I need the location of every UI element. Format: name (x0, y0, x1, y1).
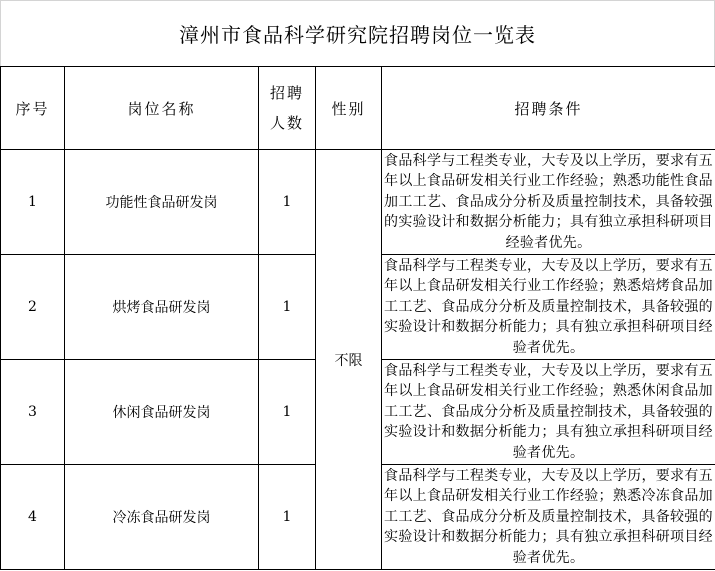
page-title: 漳州市食品科学研究院招聘岗位一览表 (0, 0, 715, 66)
gender-cell: 不限 (316, 150, 382, 570)
table-row (1, 150, 715, 255)
row-position: 烘烤食品研发岗 (65, 255, 259, 360)
recruitment-table (0, 66, 715, 570)
header-requirements: 招聘条件 (382, 67, 715, 150)
row-seq: 2 (1, 255, 65, 360)
row-requirements: 食品科学与工程类专业，大专及以上学历，要求有五年以上食品研发相关行业工作经验；熟悉焙烤食品加工工艺、食品成分分析及质量控制技术，具备较强的实验设计和数据分析能力；具有独立承担科研项目经验者优先。 (382, 255, 715, 360)
row-position: 休闲食品研发岗 (65, 360, 259, 465)
row-count: 1 (259, 360, 316, 465)
row-requirements: 食品科学与工程类专业，大专及以上学历，要求有五年以上食品研发相关行业工作经验；熟悉功能性食品加工工艺、食品成分分析及质量控制技术，具备较强的实验设计和数据分析能力；具有独立承担科研项目经验者优先。 (382, 150, 715, 255)
header-count-line2: 人数 (269, 114, 304, 132)
header-position: 岗位名称 (65, 67, 259, 150)
header-seq: 序号 (1, 67, 65, 150)
header-count (259, 67, 316, 150)
row-seq: 4 (1, 465, 65, 570)
header-count-line1: 招聘 (269, 84, 304, 102)
row-requirements: 食品科学与工程类专业，大专及以上学历，要求有五年以上食品研发相关行业工作经验；熟悉休闲食品加工工艺、食品成分分析及质量控制技术，具备较强的实验设计和数据分析能力；具有独立承担科研项目经验者优先。 (382, 360, 715, 465)
row-count: 1 (259, 465, 316, 570)
header-gender: 性别 (316, 67, 382, 150)
row-requirements: 食品科学与工程类专业，大专及以上学历，要求有五年以上食品研发相关行业工作经验；熟悉冷冻食品加工工艺、食品成分分析及质量控制技术，具备较强的实验设计和数据分析能力；具有独立承担科研项目经验者优先。 (382, 465, 715, 570)
row-count: 1 (259, 150, 316, 255)
row-position: 冷冻食品研发岗 (65, 465, 259, 570)
row-seq: 3 (1, 360, 65, 465)
row-count: 1 (259, 255, 316, 360)
row-position: 功能性食品研发岗 (65, 150, 259, 255)
row-seq: 1 (1, 150, 65, 255)
table-header-row (1, 67, 715, 150)
